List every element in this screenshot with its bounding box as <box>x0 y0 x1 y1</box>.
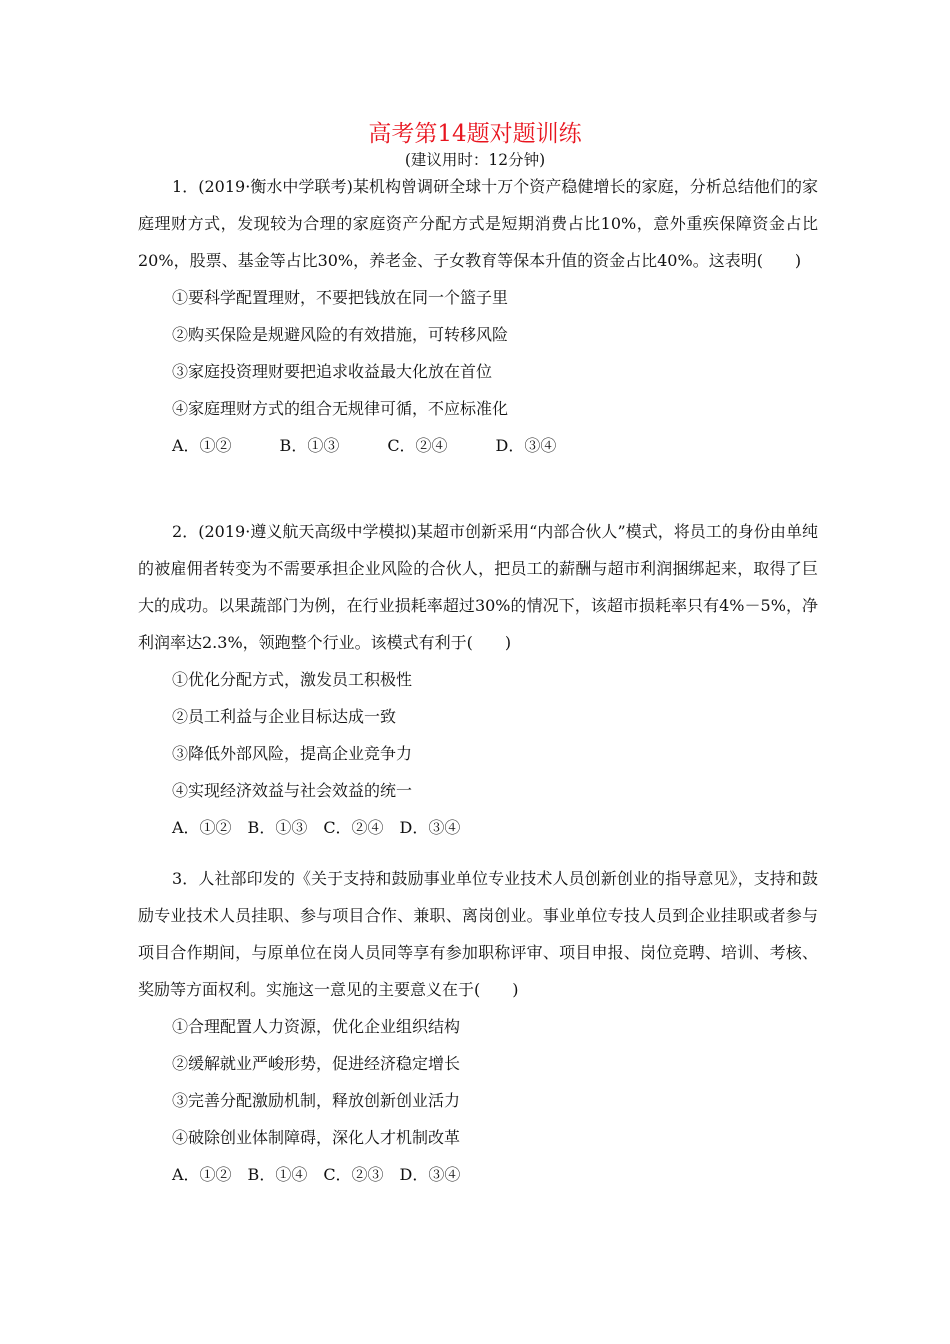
question-3-option-3: ③完善分配激励机制，释放创新创业活力 <box>172 1091 461 1110</box>
question-2-option-3: ③降低外部风险，提高企业竞争力 <box>172 744 413 763</box>
question-2 <box>138 513 818 846</box>
question-2-choices: A．①② B．①③ C．②④ D．③④ <box>172 818 461 837</box>
page-title: 高考第14题对题训练 <box>368 121 582 147</box>
question-1-option-1: ①要科学配置理财，不要把钱放在同一个篮子里 <box>172 288 509 307</box>
question-2-option-2: ②员工利益与企业目标达成一致 <box>172 707 397 726</box>
question-2-option-4: ④实现经济效益与社会效益的统一 <box>172 781 413 800</box>
question-1-option-3: ③家庭投资理财要把追求收益最大化放在首位 <box>172 362 493 381</box>
question-1-option-2: ②购买保险是规避风险的有效措施，可转移风险 <box>172 325 509 344</box>
question-1 <box>138 168 818 464</box>
question-2-option-1: ①优化分配方式，激发员工积极性 <box>172 670 413 689</box>
time-suggestion: (建议用时：12分钟) <box>404 151 546 169</box>
question-3-choices: A．①② B．①④ C．②③ D．③④ <box>172 1165 461 1184</box>
question-3-option-2: ②缓解就业严峻形势，促进经济稳定增长 <box>172 1054 461 1073</box>
question-3-option-1: ①合理配置人力资源，优化企业组织结构 <box>172 1017 461 1036</box>
question-1-stem: 1．(2019·衡水中学联考)某机构曾调研全球十万个资产稳健增长的家庭，分析总结他们的家庭理财方式，发现较为合理的家庭资产分配方式是短期消费占比10%，意外重疾保障资金占比20%，股票、基金等占比30%，养老金、子女教育等保本升值的资金占比40%。这表明( ) <box>138 177 818 270</box>
question-1-option-4: ④家庭理财方式的组合无规律可循，不应标准化 <box>172 399 509 418</box>
question-2-stem: 2．(2019·遵义航天高级中学模拟)某超市创新采用“内部合伙人”模式，将员工的身份由单纯的被雇佣者转变为不需要承担企业风险的合伙人，把员工的薪酬与超市利润捆绑起来，取得了巨大的成功。以果蔬部门为例，在行业损耗率超过30%的情况下，该超市损耗率只有4%－5%，净利润率达2.3%，领跑整个行业。该模式有利于( ) <box>138 522 818 652</box>
question-1-choices: A．①② B．①③ C．②④ D．③④ <box>172 436 557 455</box>
question-3-option-4: ④破除创业体制障碍，深化人才机制改革 <box>172 1128 461 1147</box>
question-3-stem: 3．人社部印发的《关于支持和鼓励事业单位专业技术人员创新创业的指导意见》，支持和鼓励专业技术人员挂职、参与项目合作、兼职、离岗创业。事业单位专技人员到企业挂职或者参与项目合作期间，与原单位在岗人员同等享有参加职称评审、项目申报、岗位竞聘、培训、考核、奖励等方面权利。实施这一意见的主要意义在于( ) <box>138 869 818 999</box>
question-3 <box>138 860 818 1193</box>
